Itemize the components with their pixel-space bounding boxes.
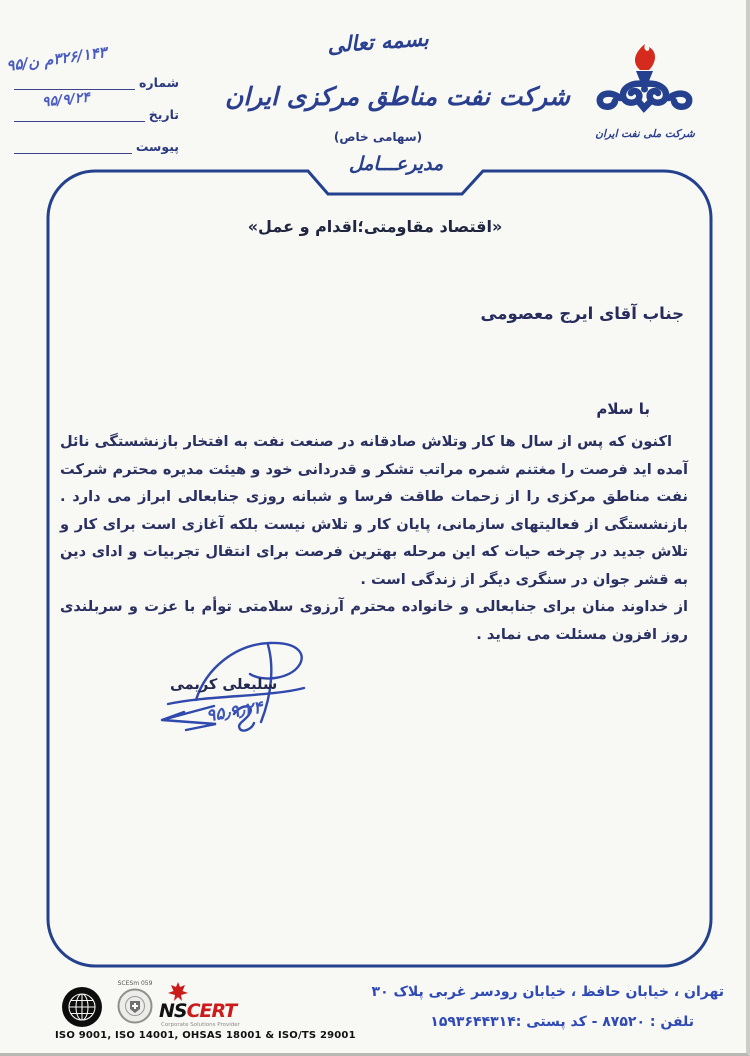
date-row bbox=[14, 90, 179, 122]
nscert-cert: CERT bbox=[186, 1000, 237, 1022]
company-type: (سهامی خاص) bbox=[333, 130, 423, 144]
nscert-subtitle: Corporate Solutions Provider bbox=[161, 1022, 240, 1028]
body-paragraph-2: از خداوند منان برای جنابعالی و خانواده محترم آرزوی سلامتی توأم با عزت و سربلندی روز افزون مسئلت می نماید . bbox=[60, 598, 688, 643]
date-label: تاریخ bbox=[148, 107, 179, 122]
bismillah-calligraphy: بسمه تعالی bbox=[326, 26, 430, 58]
nioc-logo bbox=[585, 44, 705, 140]
reference-number-label: شماره bbox=[139, 75, 179, 90]
nioc-logo-icon bbox=[590, 44, 700, 122]
company-address: تهران ، خیابان حافظ ، خیابان رودسر غربی پلاک ۳۰ bbox=[371, 984, 724, 1000]
flame-icon bbox=[635, 44, 655, 70]
company-name-calligraphy: شرکت نفت مناطق مرکزی ایران bbox=[225, 82, 570, 111]
signer-name: سلبعلی کریمی bbox=[170, 677, 278, 693]
attachment-label: پیوست bbox=[135, 139, 179, 154]
swiss-certification-logo-icon bbox=[117, 988, 153, 1024]
handwritten-signature-date: ۹۵٫۹٫۲۴ bbox=[204, 697, 264, 727]
salutation: با سلام bbox=[596, 400, 650, 418]
nioc-caption: شرکت ملی نفت ایران bbox=[595, 128, 695, 140]
nscert-ns: NS bbox=[159, 1000, 187, 1022]
maple-leaf-icon bbox=[165, 982, 191, 1002]
signature-block bbox=[148, 632, 378, 752]
nscert-wordmark bbox=[159, 1000, 236, 1022]
swiss-certification-logo bbox=[113, 980, 157, 1028]
body-paragraph-1: اکنون که پس از سال ها کار وتلاش صادقانه در صنعت نفت به افتخار بازنشستگی نائل آمده اید فرصت را مغتنم شمره مراتب تشکر و قدردانی خود و هیئت مدیره محترم شرکت نفت مناطق مرکزی را از زحمات طاقت فرسا و شبانه روزی جنابعالی ابراز می دارد . بازنشستگی از فعالیتهای سازمانی، پایان کار و تلاش نیست بلکه آغازی است برای کار و تلاش جدید در چرخه حیات که این مرحله بهترین فرصت برای انتقال تجربیات و ادای دین به قشر جوان در سنگری دیگر از زندگی است . bbox=[60, 433, 688, 588]
reference-fields bbox=[14, 58, 179, 154]
phone-postal-line: تلفن : ۸۷۵۲۰ - کد پستی :۱۵۹۳۶۴۴۳۱۴ bbox=[430, 1014, 694, 1030]
certification-logos bbox=[55, 980, 305, 1030]
iso-certifications-line: ISO 9001, ISO 14001, OHSAS 18001 & ISO/TS 29001 bbox=[55, 1030, 356, 1041]
attachment-line bbox=[14, 135, 132, 154]
handwritten-reference-number: ۳۲۶/۱۴۳م ن/۹۵ bbox=[5, 43, 108, 75]
recipient-name: جناب آقای ایرج معصومی bbox=[480, 304, 684, 323]
reference-number-line bbox=[14, 71, 135, 90]
director-title-tab: مدیرعـــامل bbox=[348, 153, 444, 175]
qs-international-logo-icon bbox=[61, 986, 103, 1028]
handwritten-date: ۹۵/۹/۲۴ bbox=[41, 89, 91, 111]
letter-body bbox=[60, 428, 688, 648]
slogan-header: «اقتصاد مقاومتی؛اقدام و عمل» bbox=[247, 217, 503, 236]
attachment-row bbox=[14, 122, 179, 154]
swiss-certification-number: SCESm 059 bbox=[117, 980, 153, 987]
